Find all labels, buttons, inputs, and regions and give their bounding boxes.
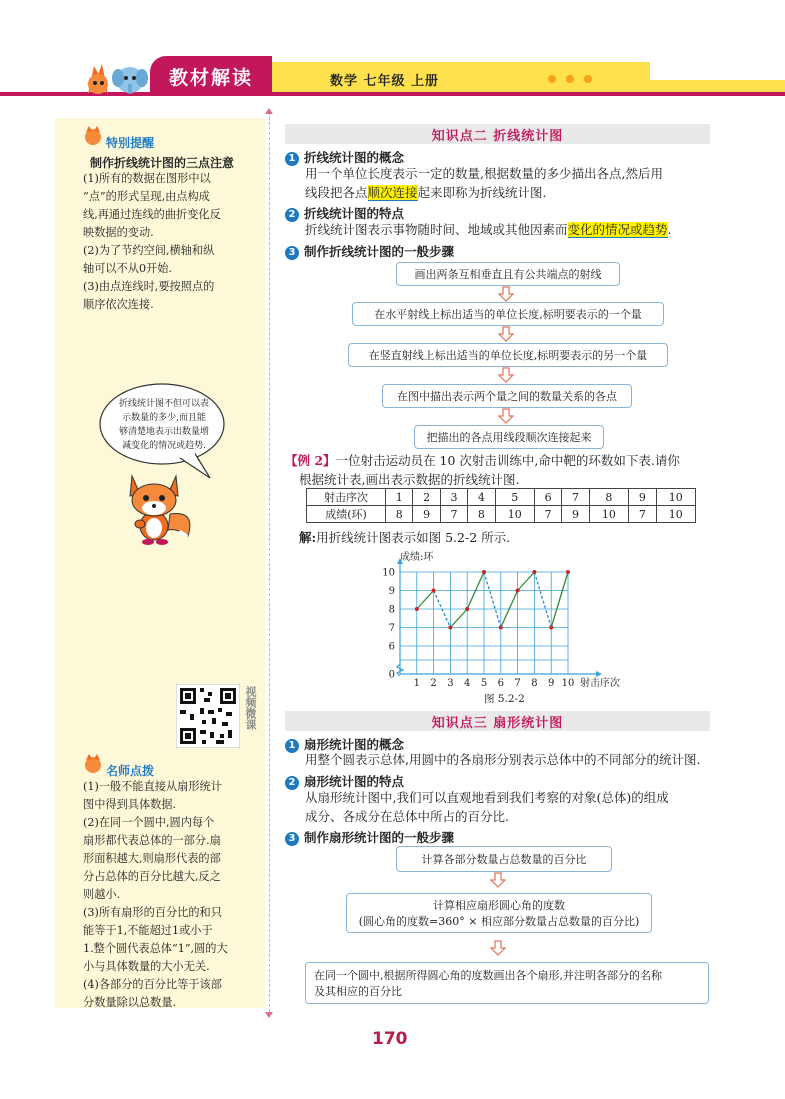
table-header-cell: 射击序次 (307, 489, 386, 506)
section-tab: 教材解读 (150, 56, 272, 96)
tip-line: (3)由点连线时,要按照点的 (83, 280, 215, 293)
paragraph-line (305, 183, 715, 202)
flow-step: 在竖直射线上标出适当的单位长度,标明要表示的另一个量 (348, 343, 668, 367)
data-point (516, 589, 520, 593)
paragraph-line: 成分、各成分在总体中所占的百分比. (305, 809, 509, 824)
down-arrow-icon (490, 940, 506, 956)
heading-text: 折线统计图的特点 (304, 206, 405, 221)
step-number-badge: 3 (285, 246, 299, 260)
bubble-line: 示数量的多少,而且能 (122, 413, 206, 423)
step-number-badge: 1 (285, 739, 299, 753)
x-tick-label: 8 (531, 678, 538, 689)
flow-step-line: 计算相应扇形圆心角的度数 (433, 899, 565, 912)
table-cell: 10 (589, 506, 628, 523)
section-bar (285, 711, 710, 731)
chart-series-line (417, 572, 568, 628)
tip-line: (4)各部分的百分比等于该部 (83, 978, 222, 991)
subsection-heading (285, 828, 454, 846)
paragraph: 用整个圆表示总体,用圆中的各扇形分别表示总体中的不同部分的统计图. (305, 752, 701, 767)
y-tick-label: 8 (388, 604, 395, 616)
tip-line: 轴可以不从0开始. (83, 262, 172, 275)
paragraph (305, 788, 715, 826)
heading-text: 制作折线统计图的一般步骤 (304, 244, 455, 259)
y-tick-label: 10 (382, 567, 395, 579)
paragraph (305, 164, 715, 202)
tip-line: 线,再通过连线的曲折变化反 (83, 208, 221, 221)
series-segment (484, 572, 501, 628)
column-divider (269, 112, 270, 1012)
page-number: 170 (372, 1029, 408, 1049)
heading-text: 制作扇形统计图的一般步骤 (304, 830, 455, 845)
table-cell: 7 (629, 506, 656, 523)
tip-line: 1.整个圆代表总体“1”,圆的大 (83, 942, 228, 955)
flow-step-line: (圆心角的度数=360° × 相应部分数量占总数量的百分比) (358, 915, 640, 928)
divider-top-marker (265, 108, 273, 114)
text-run: 折线统计图表示事物随时间、地域或其他因素而 (305, 222, 568, 237)
series-segment (551, 572, 568, 628)
highlighted-term: 变化的情况或趋势 (567, 222, 668, 237)
table-cell: 5 (495, 489, 534, 506)
table-cell: 6 (534, 489, 561, 506)
flow-step-line: 及其相应的百分比 (314, 985, 402, 998)
text-run: 用折线统计图表示如图 5.2-2 所示. (316, 530, 511, 545)
x-tick-label: 7 (514, 678, 521, 689)
tip-line: 分占总体的百分比越大,反之 (83, 870, 221, 883)
flow-step (346, 893, 652, 933)
subsection-heading (285, 242, 454, 260)
mascot-small-icon (82, 126, 104, 146)
tip-line: (3)所有扇形的百分比的和只 (83, 906, 222, 919)
step-number-badge: 1 (285, 152, 299, 166)
video-lesson-label[interactable]: 视频微课 (244, 686, 257, 730)
tip-line: 映数据的变动. (83, 226, 154, 239)
decor-dot (566, 75, 574, 83)
chart-grid (400, 572, 568, 674)
tip-body (83, 778, 265, 1012)
y-tick-label: 9 (388, 586, 395, 597)
y-tick-label: 0 (388, 669, 395, 681)
tip-line: (1)所有的数据在图形中以 (83, 172, 211, 185)
table-header-cell: 成绩(环) (307, 506, 386, 523)
x-tick-label: 1 (413, 678, 420, 689)
section-bar (285, 124, 710, 144)
x-tick-label: 3 (447, 678, 454, 689)
example-text (285, 451, 715, 489)
score-table (306, 488, 696, 523)
example-line (285, 451, 715, 470)
tip-line: 分数量除以总数量. (83, 996, 177, 1009)
heading-text: 扇形统计图的概念 (304, 737, 405, 752)
table-cell: 9 (629, 489, 656, 506)
table-cell: 8 (589, 489, 628, 506)
series-segment (518, 572, 535, 591)
score-line-chart (360, 546, 640, 706)
table-cell: 8 (468, 506, 495, 523)
x-tick-label: 2 (430, 678, 437, 689)
tip-line: (1)一般不能直接从扇形统计 (83, 780, 222, 793)
tip-heading: 制作折线统计图的三点注意 (90, 156, 235, 170)
down-arrow-icon (498, 408, 514, 424)
header-band (272, 62, 650, 94)
series-segment (417, 591, 434, 610)
data-point (448, 626, 452, 630)
decor-dot (584, 75, 592, 83)
example-tag: 【例 2】 (285, 453, 336, 468)
divider-bottom-marker (265, 1012, 273, 1018)
table-cell: 7 (440, 506, 467, 523)
highlighted-term: 顺次连接 (367, 185, 418, 200)
x-tick-label: 5 (480, 678, 488, 689)
bubble-text (114, 397, 214, 453)
mascot-small-icon (82, 754, 104, 774)
down-arrow-icon (498, 326, 514, 342)
flow-step: 在水平射线上标出适当的单位长度,标明要表示的一个量 (352, 302, 664, 326)
solution-line (299, 528, 510, 547)
step-number-badge: 2 (285, 208, 299, 222)
data-point (432, 589, 436, 593)
tip-title: 名师点拨 (106, 764, 155, 778)
fox-elephant-mascot-icon (80, 56, 150, 96)
tip-line: 能等于1,不能超过1或小于 (83, 924, 213, 937)
table-cell: 2 (413, 489, 440, 506)
series-segment (450, 609, 467, 628)
bubble-line: 减变化的情况或趋势. (122, 441, 206, 451)
table-cell: 10 (656, 506, 695, 523)
chart-ylabel: 成绩:环 (400, 552, 434, 563)
tip-line: 扇形都代表总体的一部分.扇 (83, 834, 221, 847)
y-tick-label: 7 (388, 623, 395, 634)
course-label: 数学 七年级 上册 (330, 74, 440, 89)
text-run: 线段把各点 (305, 185, 368, 200)
bubble-line: 折线统计图不但可以表 (118, 399, 209, 409)
flow-step: 计算各部分数量占总数量的百分比 (396, 846, 612, 872)
paragraph-line: 从扇形统计图中,我们可以直观地看到我们考察的对象(总体)的组成 (305, 790, 669, 805)
decor-dot (548, 75, 556, 83)
table-cell: 3 (440, 489, 467, 506)
tip-line: 小与具体数量的大小无关. (83, 960, 210, 973)
x-tick-label: 4 (464, 678, 471, 689)
data-point (549, 626, 553, 630)
paragraph (305, 220, 715, 239)
text-run: 一位射击运动员在 10 次射击训练中,命中靶的环数如下表.请你 (335, 453, 680, 468)
data-point (482, 570, 486, 574)
down-arrow-icon (498, 367, 514, 383)
tip-line: (2)为了节约空间,横轴和纵 (83, 244, 215, 257)
flow-step-line: 在同一个圆中,根据所得圆心角的度数画出各个扇形,并注明各部分的名称 (314, 969, 662, 982)
tip-title: 特别提醒 (106, 136, 155, 150)
table-cell: 7 (534, 506, 561, 523)
table-cell: 4 (468, 489, 495, 506)
data-point (415, 607, 419, 611)
table-cell: 9 (413, 506, 440, 523)
x-tick-label: 10 (561, 678, 575, 689)
data-point (499, 626, 503, 630)
data-point (532, 570, 536, 574)
tip-line: (2)在同一个圆中,圆内每个 (83, 816, 215, 829)
tip-line: 顺序依次连接. (83, 298, 154, 311)
table-cell: 10 (656, 489, 695, 506)
down-arrow-icon (490, 872, 506, 888)
paragraph-line: 用一个单位长度表示一定的数量,根据数量的多少描出各点,然后用 (305, 166, 663, 181)
chart-axes (397, 558, 602, 677)
series-segment (534, 572, 551, 628)
tip-line: 则越小. (83, 888, 121, 901)
chart-xlabel: 射击序次 (580, 678, 620, 689)
example-line: 根据统计表,画出表示数据的折线统计图. (299, 472, 520, 487)
step-number-badge: 3 (285, 832, 299, 846)
section-title: 知识点二 折线统计图 (431, 129, 564, 144)
text-run: . (667, 222, 672, 237)
tip-line: “点”的形式呈现,由点构成 (83, 190, 210, 203)
section-title: 知识点三 扇形统计图 (431, 716, 564, 731)
y-tick-label: 6 (388, 641, 395, 653)
down-arrow-icon (498, 286, 514, 302)
table-cell: 1 (386, 489, 413, 506)
flow-step: 画出两条互相垂直且有公共端点的射线 (396, 262, 620, 286)
step-number-badge: 2 (285, 776, 299, 790)
fox-mascot-icon (118, 470, 198, 546)
x-axis-arrow (596, 671, 602, 677)
x-tick-label: 9 (548, 678, 555, 689)
tip-body (83, 170, 263, 314)
table-cell: 7 (562, 489, 589, 506)
x-tick-label: 6 (497, 678, 504, 689)
text-run: 起来即称为折线统计图. (417, 185, 547, 200)
flow-step: 把描出的各点用线段顺次连接起来 (414, 425, 604, 449)
data-point (465, 607, 469, 611)
heading-text: 折线统计图的概念 (304, 150, 405, 165)
tip-line: 图中得到具体数据. (83, 798, 177, 811)
solution-label: 解: (299, 530, 317, 545)
table-row (307, 489, 696, 506)
heading-text: 扇形统计图的特点 (304, 774, 405, 789)
data-point (566, 570, 570, 574)
table-cell: 10 (495, 506, 534, 523)
bubble-line: 够清楚地表示出数量增 (118, 427, 209, 437)
flow-step (305, 962, 709, 1004)
table-cell: 9 (562, 506, 589, 523)
figure-caption: 图 5.2-2 (484, 693, 525, 705)
qr-code-icon[interactable] (176, 684, 240, 748)
table-row (307, 506, 696, 523)
flow-step: 在图中描出表示两个量之间的数量关系的各点 (382, 384, 632, 408)
tip-line: 形面积越大,则扇形代表的部 (83, 852, 221, 865)
table-cell: 8 (386, 506, 413, 523)
